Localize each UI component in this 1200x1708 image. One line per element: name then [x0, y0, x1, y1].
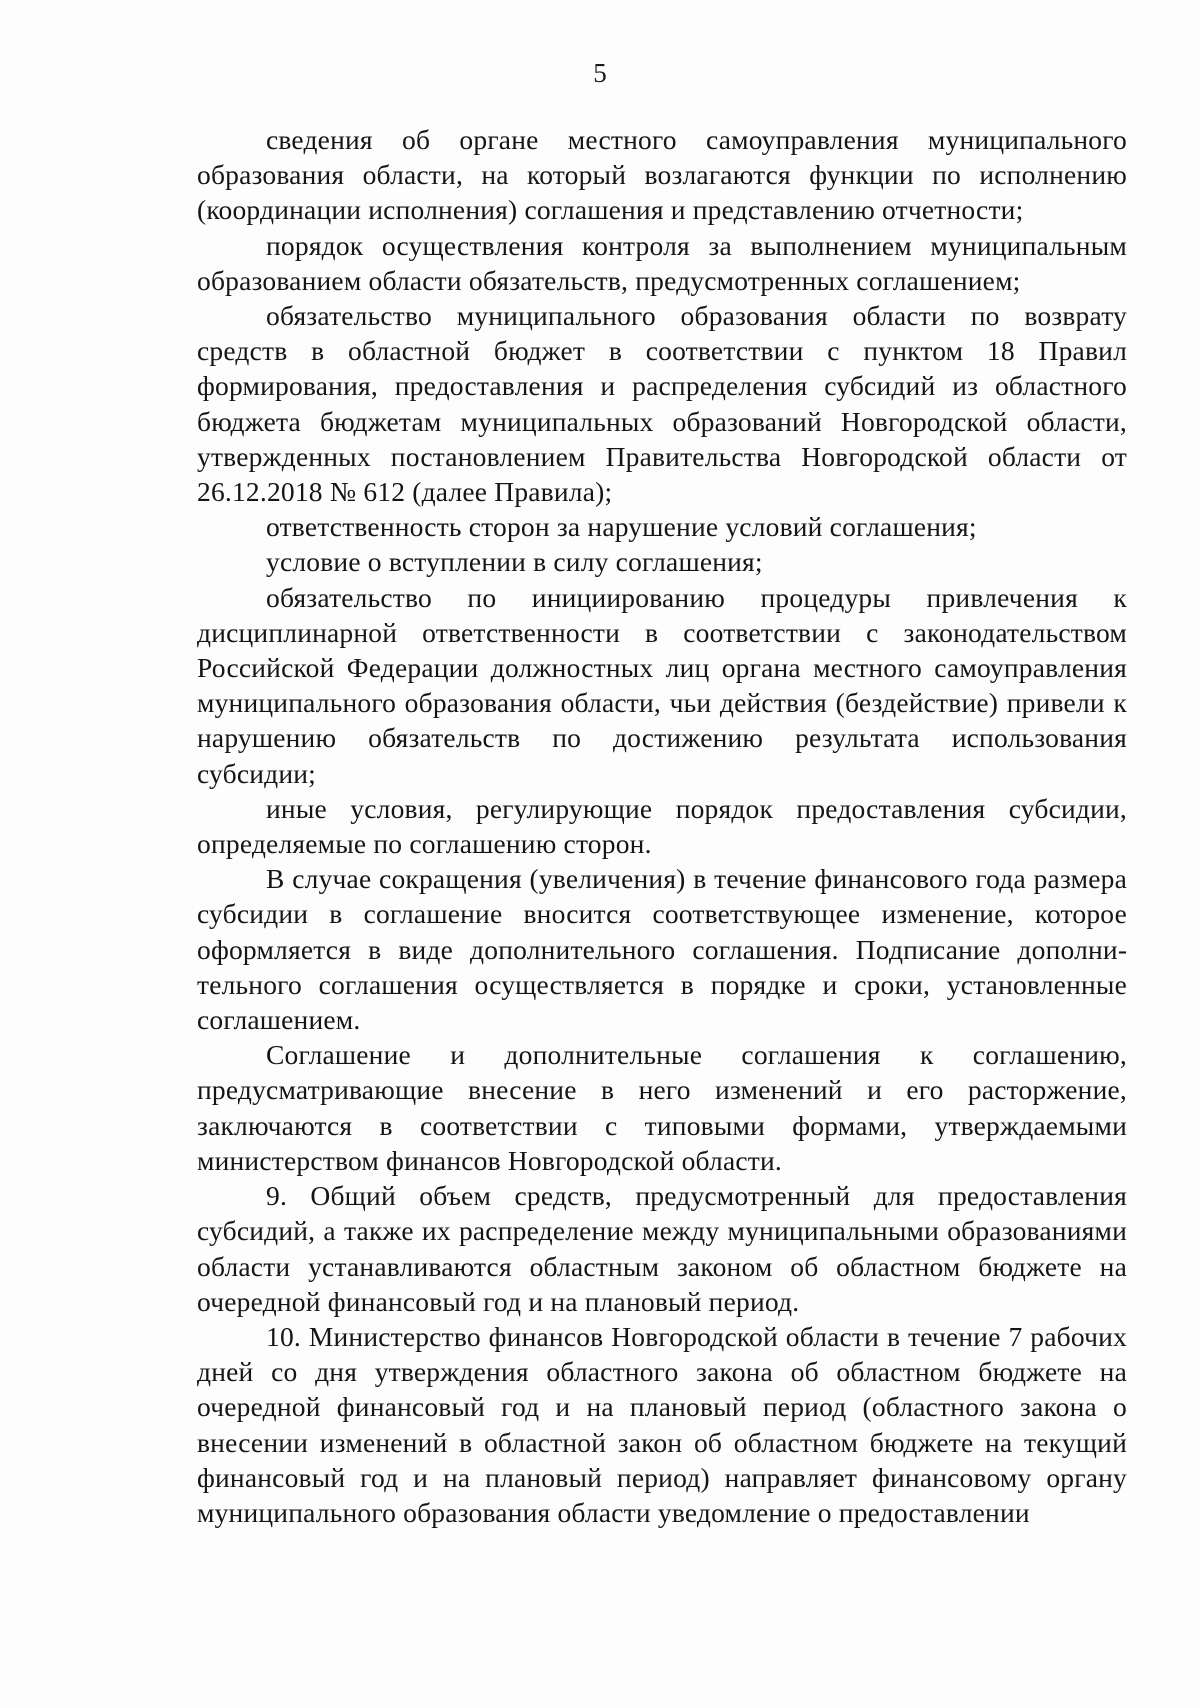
paragraph: 9. Общий объем средств, предусмотренный для предоставления субсидий, а также их распределение между муниципальными образованиями области устанавливаются областным законом об областном бюджете на очередной финансовый год и на плановый период.	[197, 1180, 1127, 1317]
page-number: 5	[593, 58, 607, 88]
paragraph: ответственность сторон за нарушение условий соглашения;	[266, 511, 977, 543]
paragraph: порядок осуществления контроля за выполнением муниципальным образованием области обязательств, предусмотренных соглашением;	[197, 229, 1127, 296]
paragraph: иные условия, регулирующие порядок предоставления субсидии, определяемые по соглашению сторон.	[197, 792, 1127, 860]
paragraph: В случае сокращения (увеличения) в течение финансового года размера субсидии в соглашение вносится соответствующее изменение, которое оформляется в виде дополнительного соглашения. Подписание дополнительного соглашения осуществляется в порядке и сроки, установленные соглашением.	[197, 863, 1127, 1036]
paragraph: Соглашение и дополнительные соглашения к соглашению, предусматривающие внесение в него изменений и его расторжение, заключаются в соответствии с типовыми формами, утверждаемыми министерством финансов Новгородской области.	[197, 1039, 1127, 1176]
paragraph: обязательство по инициированию процедуры привлечения к дисциплинарной ответственности в соответствии с законодательством Российской Федерации должностных лиц органа местного самоуправления муниципального образования области, чьи действия (бездействие) привели к нарушению обязательств по достижению результата использования субсидии;	[197, 581, 1127, 789]
paragraph: 10. Министерство финансов Новгородской области в течение 7 рабочих дней со дня утверждения областного закона об областном бюджете на очередной финансовый год и на плановый период (областного закона о внесении изменений в областной закон об областном бюджете на текущий финансовый год и на плановый период) направляет финансовому органу муниципального образования области уведомление о предоставлении	[197, 1320, 1127, 1528]
document-body	[197, 122, 1127, 1530]
paragraph: обязательство муниципального образования области по возврату средств в областной бюджет в соответствии с пунктом 18 Правил формирования, предоставления и распределения субсидий из областного бюджета бюджетам муниципальных образований Новгородской области, утвержденных постановлением Правительства Новгородской области от 26.12.2018 № 612 (далее Правила);	[197, 300, 1127, 508]
paragraph: сведения об органе местного самоуправления муниципального образования области, на который возлагаются функции по исполнению (координации исполнения) соглашения и представлению отчетности;	[197, 124, 1127, 226]
paragraph: условие о вступлении в силу соглашения;	[266, 546, 763, 578]
